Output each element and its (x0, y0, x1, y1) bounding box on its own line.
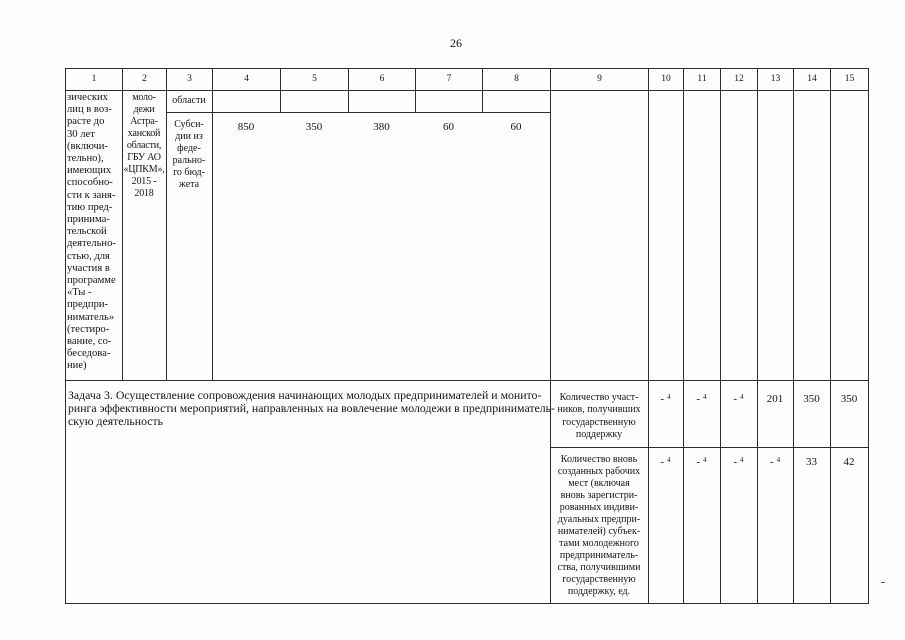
table-rule (868, 68, 869, 604)
indicator-name-line: дуальных предпри- (557, 514, 641, 525)
indicator-value (720, 454, 757, 470)
measure-description-line: 30 лет (67, 128, 95, 140)
footnote-mark: 4 (703, 456, 707, 464)
measure-description-line: сти к заня- (67, 189, 116, 201)
task-line: ринга эффективности мероприятий, направленных на вовлечение молодежи в предприниматель- (68, 401, 555, 415)
page-number: 26 (450, 36, 462, 50)
indicator-name-line: созданных рабочих (557, 466, 641, 477)
indicator-name (550, 392, 648, 442)
footnote-mark: 4 (667, 393, 671, 401)
task-description (68, 389, 555, 428)
executor-line: ГБУ АО (127, 152, 161, 163)
funding-value: 850 (237, 121, 255, 133)
table-rule (166, 68, 167, 381)
column-header: 14 (807, 74, 817, 84)
measure-description-line: (тестиро- (67, 323, 110, 335)
column-header: 15 (844, 74, 855, 84)
funding-source-line: дии из (175, 131, 203, 142)
indicator-value-text: - (733, 456, 738, 468)
column-header: 2 (142, 74, 147, 84)
measure-description-line: ние) (67, 360, 87, 372)
table-rule (65, 603, 869, 604)
measure-description-line: программе (67, 275, 116, 287)
funding-value: 380 (373, 121, 390, 133)
column-header: 13 (770, 74, 781, 84)
indicator-name-line: Количество вновь (560, 454, 638, 465)
measure-description (67, 92, 122, 373)
footnote-mark: 4 (740, 456, 744, 464)
indicator-value-text: 201 (766, 393, 784, 405)
measure-description-line: предпри- (67, 299, 109, 311)
column-header: 3 (187, 74, 192, 84)
indicator-name-line: поддержку (575, 429, 623, 441)
indicator-value-text: - (696, 456, 701, 468)
column-header: 8 (514, 74, 519, 84)
indicator-name-line: мест (включая (568, 478, 630, 489)
measure-description-line: принима- (67, 214, 110, 226)
executor-line: Астра- (130, 116, 158, 127)
table-rule (830, 68, 831, 604)
column-header: 11 (697, 74, 707, 84)
indicator-name-line: поддержку, ед. (567, 586, 631, 597)
measure-description-line: вание, со- (67, 336, 112, 348)
executor-line: «ЦПКМ», (123, 164, 165, 175)
measure-description-line: участия в (67, 262, 110, 274)
table-rule (720, 68, 721, 604)
indicator-name-line: рованных индиви- (559, 502, 639, 513)
column-header: 5 (312, 74, 317, 84)
task-line: Задача 3. Осуществление сопровождения начинающих молодых предпринимателей и монито- (68, 388, 542, 402)
indicator-value-text: 350 (840, 393, 858, 405)
column-header: 1 (91, 74, 97, 84)
measure-description-line: имеющих (67, 165, 112, 177)
column-header: 6 (379, 74, 385, 84)
indicator-value-text: - (696, 393, 701, 405)
executor-line: моло- (132, 92, 156, 103)
indicator-value (683, 454, 720, 470)
task-line: скую деятельность (68, 414, 164, 428)
table-rule (65, 68, 66, 604)
table-rule (65, 380, 869, 381)
indicator-value (830, 454, 868, 470)
funding-value: 60 (510, 121, 522, 133)
measure-description-line: тельской (67, 226, 107, 238)
funding-value: 350 (305, 121, 323, 133)
indicator-value (683, 391, 720, 407)
regional-budget-label: области (172, 95, 206, 106)
federal-subsidy-label (166, 119, 212, 191)
indicator-value (757, 454, 793, 470)
indicator-name-line: ников, получивших (557, 404, 641, 416)
column-header: 7 (446, 74, 452, 84)
indicator-value-text: - (660, 456, 665, 468)
indicator-value (793, 391, 830, 407)
measure-executor (122, 92, 166, 200)
indicator-name-line: нимателей) субъек- (557, 526, 641, 537)
measure-description-line: деятельно- (67, 238, 116, 250)
indicator-name-line: вновь зарегистри- (560, 490, 638, 501)
indicator-value-text: - (769, 456, 774, 468)
column-header: 10 (661, 74, 671, 84)
indicator-value-text: - (660, 393, 665, 405)
indicator-value (648, 391, 683, 407)
indicator-name-line: государственную (562, 574, 636, 585)
table-rule (550, 447, 869, 448)
executor-line: ханской (127, 128, 161, 139)
footnote-mark: 4 (667, 456, 671, 464)
table-rule (793, 68, 794, 604)
indicator-value (830, 391, 868, 407)
indicator-name-line: государственную (562, 416, 636, 428)
footnote-mark: 4 (703, 393, 707, 401)
indicator-value (648, 454, 683, 470)
indicator-value-text: 33 (806, 456, 817, 468)
indicator-name-line: тами молодежного (559, 538, 639, 549)
measure-description-line: (включи- (67, 140, 108, 152)
indicator-value-text: - (733, 393, 738, 405)
measure-description-line: «Ты - (67, 287, 92, 299)
measure-description-line: лиц в воз- (67, 104, 112, 116)
funding-source-line: феде- (177, 143, 201, 154)
footnote-mark: 4 (776, 456, 781, 464)
indicator-name-line: предприниматель- (559, 550, 639, 561)
table-rule (648, 68, 649, 604)
funding-source-line: жета (178, 179, 200, 190)
column-header: 4 (244, 74, 249, 84)
indicator-value (757, 391, 793, 407)
measure-description-line: расте до (67, 116, 105, 128)
column-header: 9 (597, 74, 602, 84)
footnote-mark: 4 (740, 393, 744, 401)
executor-line: 2015 - (131, 176, 157, 187)
funding-source-line: рально- (172, 155, 206, 166)
indicator-name-line: Количество участ- (559, 392, 639, 403)
funding-source-line: го бюд- (173, 167, 205, 178)
scan-mark (881, 582, 885, 583)
executor-line: 2018 (134, 188, 154, 199)
indicator-value-text: 42 (843, 456, 855, 468)
executor-line: дежи (133, 104, 155, 115)
indicator-value-text: 350 (803, 393, 820, 405)
executor-line: области, (126, 140, 162, 151)
table-rule (757, 68, 758, 604)
measure-description-line: беседова- (67, 348, 111, 360)
indicator-name (550, 454, 648, 598)
measure-description-line: стью, для (67, 250, 110, 262)
column-header: 12 (734, 74, 744, 84)
measure-description-line: тию пред- (67, 201, 113, 213)
measure-description-line: зических (67, 92, 108, 103)
funding-source-line: Субси- (174, 119, 204, 130)
table-rule (683, 68, 684, 604)
measure-description-line: способно- (67, 177, 113, 189)
measure-description-line: тельно), (67, 153, 104, 165)
table-rule (212, 68, 213, 381)
indicator-value (720, 391, 757, 407)
funding-value: 60 (443, 121, 454, 133)
indicator-value (793, 454, 830, 470)
measure-description-line: ниматель» (67, 311, 115, 323)
indicator-name-line: ства, получившими (557, 562, 641, 573)
table-rule (166, 112, 551, 113)
